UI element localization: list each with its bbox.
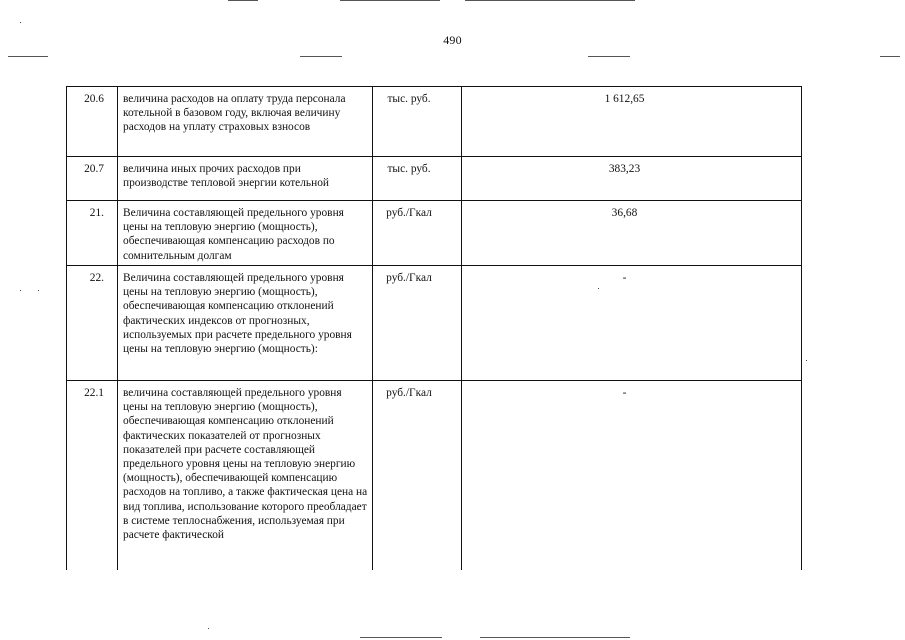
- scan-speck: [806, 360, 807, 361]
- scan-mark-top-left: [8, 56, 48, 57]
- row-unit: руб./Гкал: [373, 381, 462, 571]
- scan-mark-top-right: [588, 56, 630, 57]
- row-unit: тыс. руб.: [373, 157, 462, 201]
- scan-mark-bottom-2: [480, 637, 630, 638]
- scan-speck: [20, 22, 21, 23]
- scan-mark-top-edge-2: [340, 0, 440, 1]
- scan-speck: [208, 628, 209, 629]
- tariff-table: [66, 86, 802, 570]
- scan-speck: [38, 290, 39, 291]
- row-description: Величина составляющей предельного уровня цены на тепловую энергию (мощность), обеспечивающая компенсацию расходов по сомнительным долгам: [118, 201, 373, 266]
- page-number: 490: [443, 33, 462, 47]
- row-value: 1 612,65: [462, 87, 802, 157]
- row-unit: тыс. руб.: [373, 87, 462, 157]
- row-description: Величина составляющей предельного уровня цены на тепловую энергию (мощность), обеспечивающая компенсацию отклонений фактических индексов от прогнозных, используемых при расчете предельного уровня цены на тепловую энергию (мощность):: [118, 266, 373, 381]
- table-row: [67, 157, 802, 201]
- row-number: 21.: [67, 201, 118, 266]
- row-unit: руб./Гкал: [373, 201, 462, 266]
- table-row: [67, 87, 802, 157]
- row-value: 36,68: [462, 201, 802, 266]
- row-number: 22.1: [67, 381, 118, 571]
- row-value: -: [462, 266, 802, 381]
- row-number: 22.: [67, 266, 118, 381]
- table-row: [67, 266, 802, 381]
- row-description: величина расходов на оплату труда персонала котельной в базовом году, включая величину расходов на уплату страховых взносов: [118, 87, 373, 157]
- scan-mark-top-edge-3: [465, 0, 635, 1]
- row-value: 383,23: [462, 157, 802, 201]
- row-number: 20.7: [67, 157, 118, 201]
- row-description: величина составляющей предельного уровня цены на тепловую энергию (мощность), обеспечивающая компенсацию отклонений фактических показателей от прогнозных показателей при расчете составляющей предельного уровня цены на тепловую энергию (мощность), обеспечивающей компенсацию расходов на топливо, а также фактическая цена на вид топлива, использование которого преобладает в системе теплоснабжения, используемая при расчете фактической: [118, 381, 373, 571]
- scan-speck: [20, 290, 21, 291]
- row-description: величина иных прочих расходов при производстве тепловой энергии котельной: [118, 157, 373, 201]
- row-unit: руб./Гкал: [373, 266, 462, 381]
- row-value: -: [462, 381, 802, 571]
- scan-mark-bottom-1: [360, 637, 442, 638]
- scan-mark-top-edge: [228, 0, 258, 1]
- table-row: [67, 381, 802, 571]
- scan-mark-top-far-right: [880, 56, 900, 57]
- scan-mark-top-center: [300, 56, 342, 57]
- table-row: [67, 201, 802, 266]
- row-number: 20.6: [67, 87, 118, 157]
